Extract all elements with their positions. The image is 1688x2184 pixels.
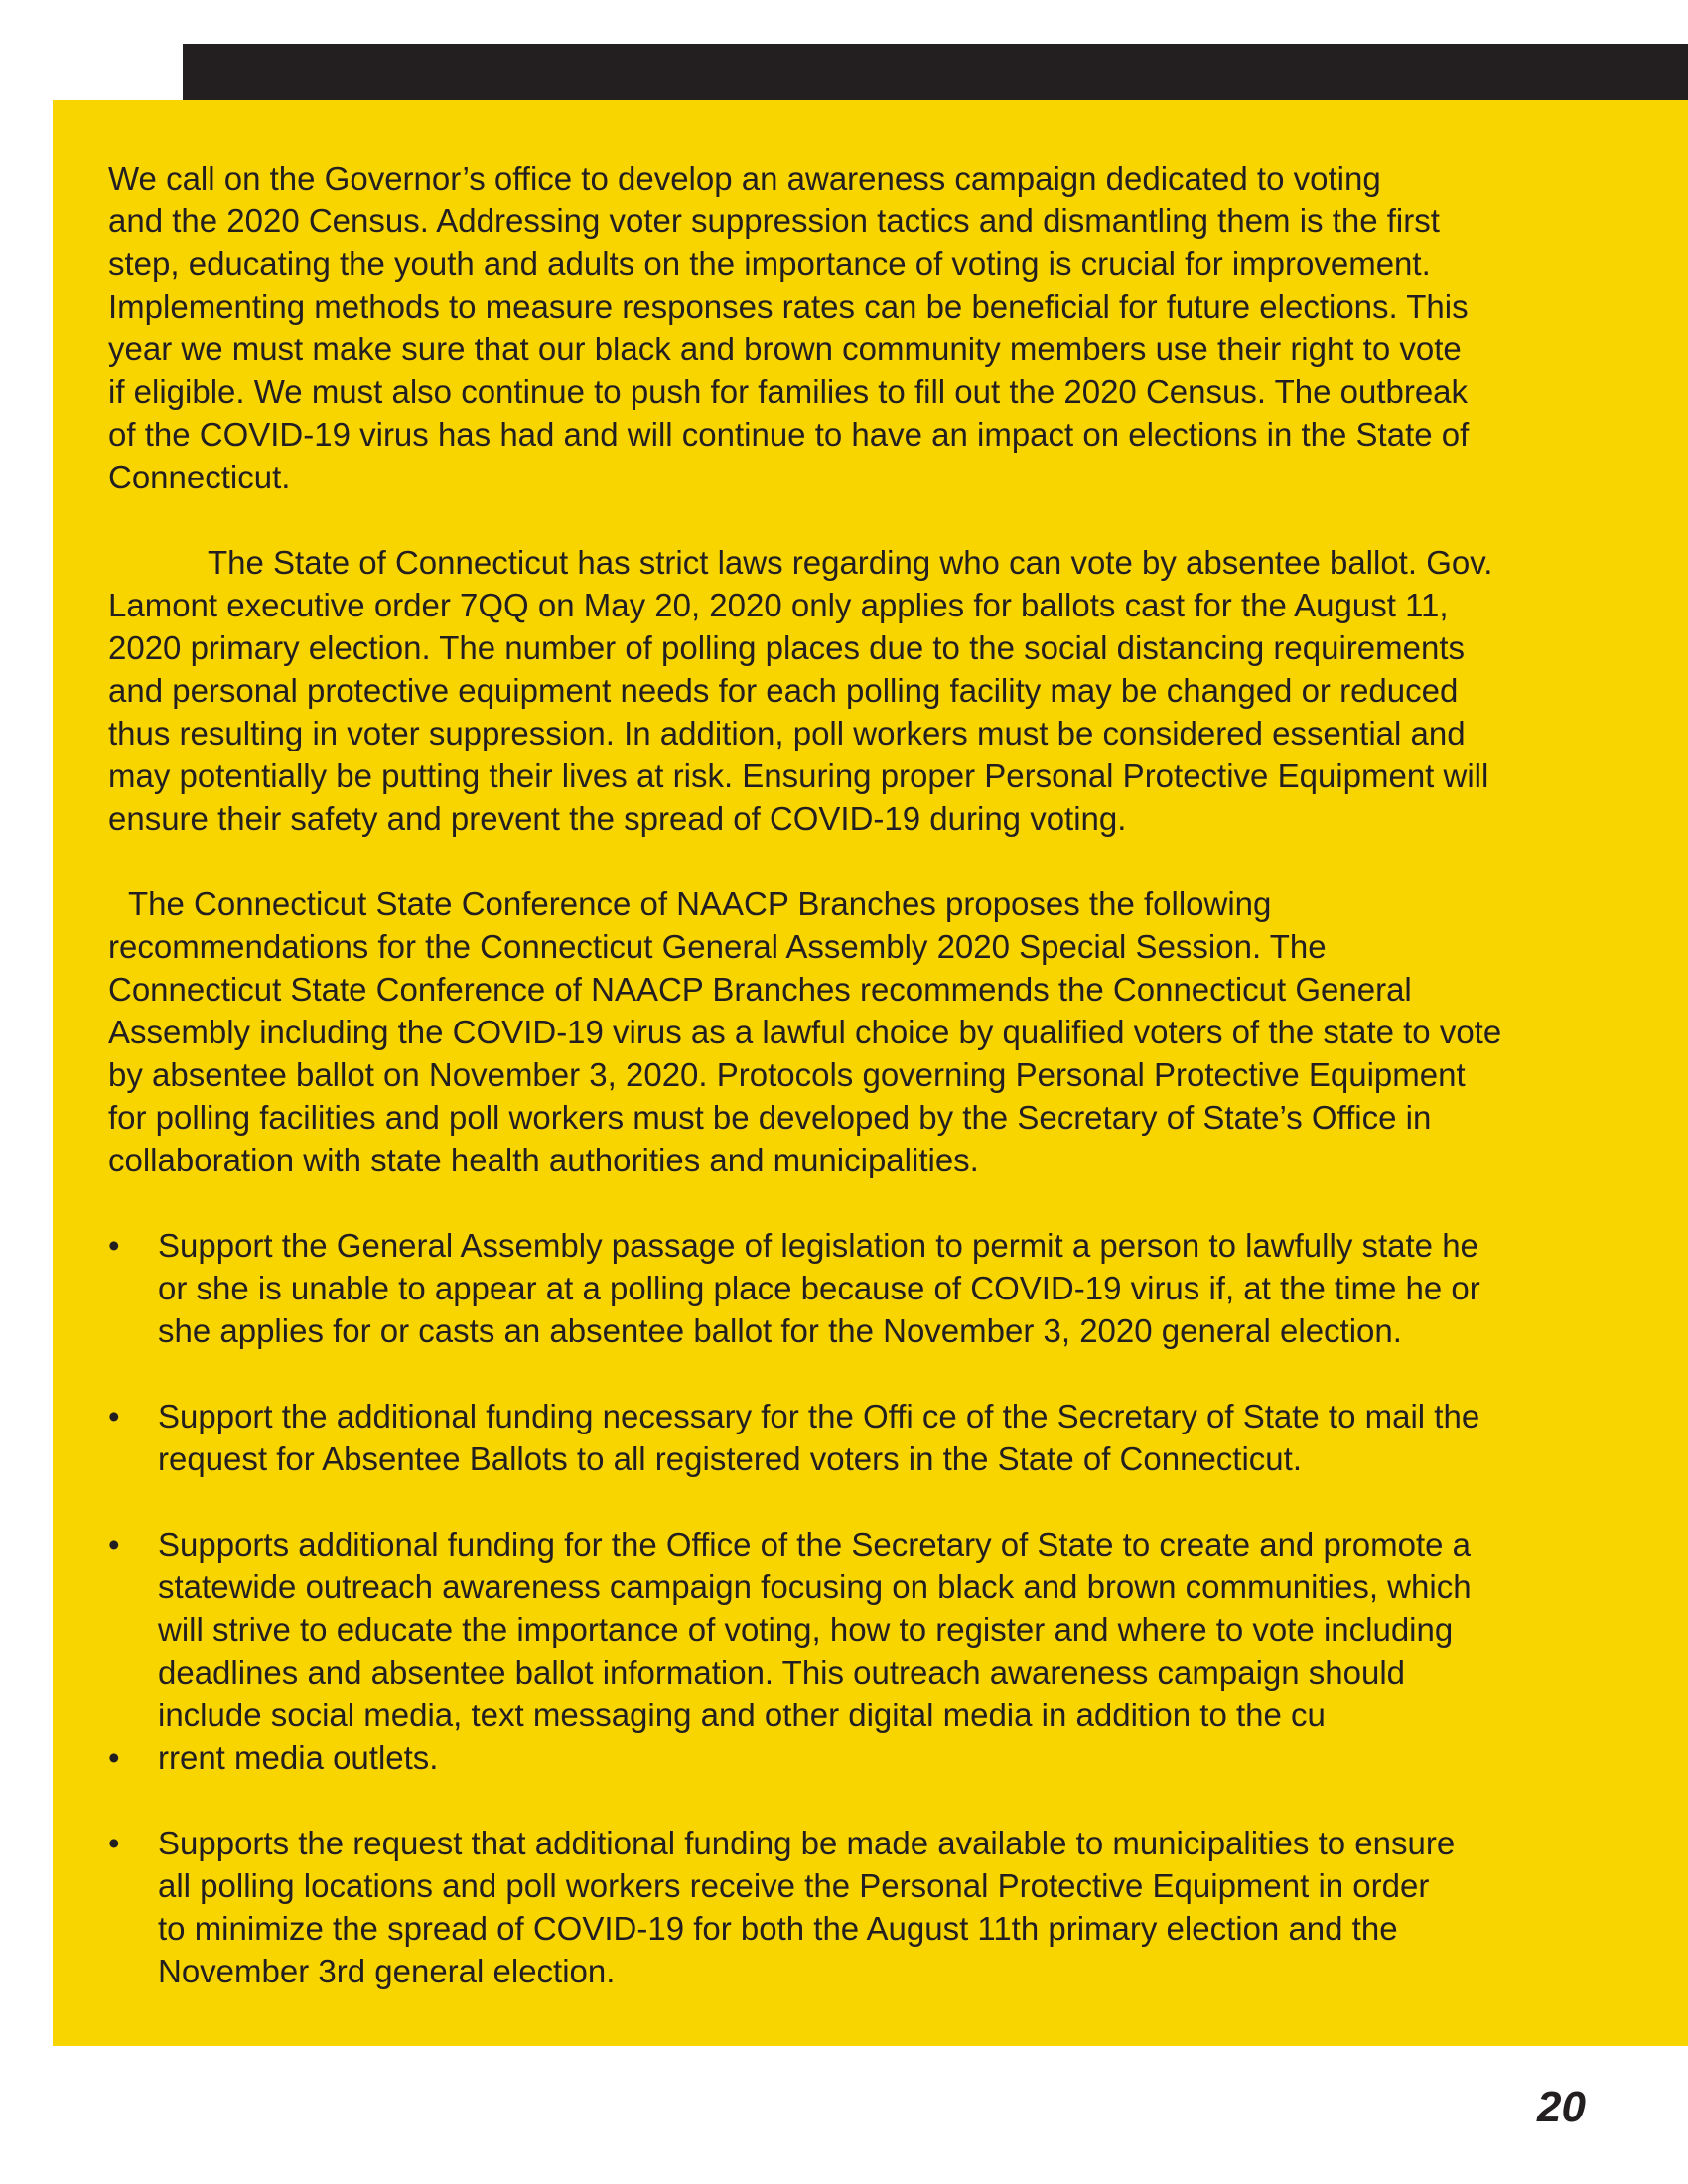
text-line: include social media, text messaging and other digital media in addition to the cu	[158, 1697, 1326, 1733]
text-line: We call on the Governor’s office to develop an awareness campaign dedicated to voting	[108, 160, 1381, 197]
text-line: Implementing methods to measure responses rates can be beneficial for future elections. This	[108, 288, 1469, 325]
text-line: for polling facilities and poll workers must be developed by the Secretary of State’s Office in	[108, 1099, 1432, 1136]
text-line: of the COVID-19 virus has had and will continue to have an impact on elections in the State of	[108, 416, 1470, 453]
text-line: if eligible. We must also continue to push for families to fill out the 2020 Census. The outbreak	[108, 373, 1469, 410]
text-line: 2020 primary election. The number of polling places due to the social distancing requirements	[108, 629, 1466, 666]
text-line: request for Absentee Ballots to all registered voters in the State of Connecticut.	[158, 1440, 1302, 1477]
text-line: recommendations for the Connecticut General Assembly 2020 Special Session. The	[108, 928, 1327, 965]
text-line: Connecticut.	[108, 459, 291, 495]
paragraph-absentee-laws	[108, 541, 1657, 840]
text-line: November 3rd general election.	[158, 1953, 616, 1989]
text-line: statewide outreach awareness campaign focusing on black and brown communities, which	[158, 1569, 1472, 1605]
bullet-icon: •	[108, 1739, 120, 1776]
text-line: all polling locations and poll workers receive the Personal Protective Equipment in order	[158, 1867, 1430, 1904]
paragraph-intro	[108, 157, 1657, 498]
text-line: The State of Connecticut has strict laws regarding who can vote by absentee ballot. Gov.	[208, 544, 1493, 581]
bullet-item-ppe-funding	[108, 1822, 1657, 1992]
bullet-item-mail-funding	[108, 1395, 1657, 1480]
text-line: year we must make sure that our black and brown community members use their right to vote	[108, 331, 1462, 367]
bullet-icon: •	[108, 1398, 120, 1434]
text-line: Supports additional funding for the Office of the Secretary of State to create and promote a	[158, 1526, 1472, 1563]
text-line: Supports the request that additional funding be made available to municipalities to ensure	[158, 1825, 1456, 1861]
bullet-icon: •	[108, 1825, 120, 1861]
text-line: to minimize the spread of COVID-19 for both the August 11th primary election and the	[158, 1910, 1398, 1947]
text-line: she applies for or casts an absentee ballot for the November 3, 2020 general election.	[158, 1312, 1402, 1349]
bullet-item-outreach	[108, 1523, 1657, 1736]
header-bar	[183, 44, 1688, 100]
text-line: step, educating the youth and adults on the importance of voting is crucial for improvement.	[108, 245, 1431, 282]
bullet-icon: •	[108, 1227, 120, 1264]
text-line: and the 2020 Census. Addressing voter suppression tactics and dismantling them is the first	[108, 203, 1440, 239]
text-line: collaboration with state health authorities and municipalities.	[108, 1142, 979, 1178]
text-line: ensure their safety and prevent the spread of COVID-19 during voting.	[108, 800, 1127, 837]
text-line: Support the additional funding necessary for the Offi ce of the Secretary of State to mail the	[158, 1398, 1480, 1434]
bullet-icon: •	[108, 1526, 120, 1563]
text-line: Support the General Assembly passage of legislation to permit a person to lawfully state he	[158, 1227, 1478, 1264]
text-line: Assembly including the COVID-19 virus as a lawful choice by qualified voters of the state to vote	[108, 1014, 1502, 1050]
text-line: by absentee ballot on November 3, 2020. Protocols governing Personal Protective Equipment	[108, 1056, 1466, 1093]
text-line: rrent media outlets.	[158, 1739, 439, 1776]
bullet-item-outreach-continued	[108, 1736, 1657, 1779]
text-line: or she is unable to appear at a polling place because of COVID-19 virus if, at the time he or	[158, 1270, 1480, 1306]
text-line: deadlines and absentee ballot information. This outreach awareness campaign should	[158, 1654, 1406, 1691]
text-line: will strive to educate the importance of voting, how to register and where to vote including	[158, 1611, 1454, 1648]
page-number: 20	[1537, 2083, 1586, 2131]
text-line: may potentially be putting their lives at risk. Ensuring proper Personal Protective Equipment will	[108, 757, 1489, 794]
bullet-item-legislation	[108, 1224, 1657, 1352]
text-line: Connecticut State Conference of NAACP Branches recommends the Connecticut General	[108, 971, 1412, 1008]
text-line: Lamont executive order 7QQ on May 20, 2020 only applies for ballots cast for the August 11,	[108, 587, 1449, 623]
text-line: and personal protective equipment needs for each polling facility may be changed or reduced	[108, 672, 1459, 709]
body-text	[108, 157, 1657, 2035]
text-line: The Connecticut State Conference of NAACP Branches proposes the following	[128, 886, 1272, 922]
paragraph-recommendations	[108, 883, 1657, 1181]
text-line: thus resulting in voter suppression. In addition, poll workers must be considered essential and	[108, 715, 1466, 751]
